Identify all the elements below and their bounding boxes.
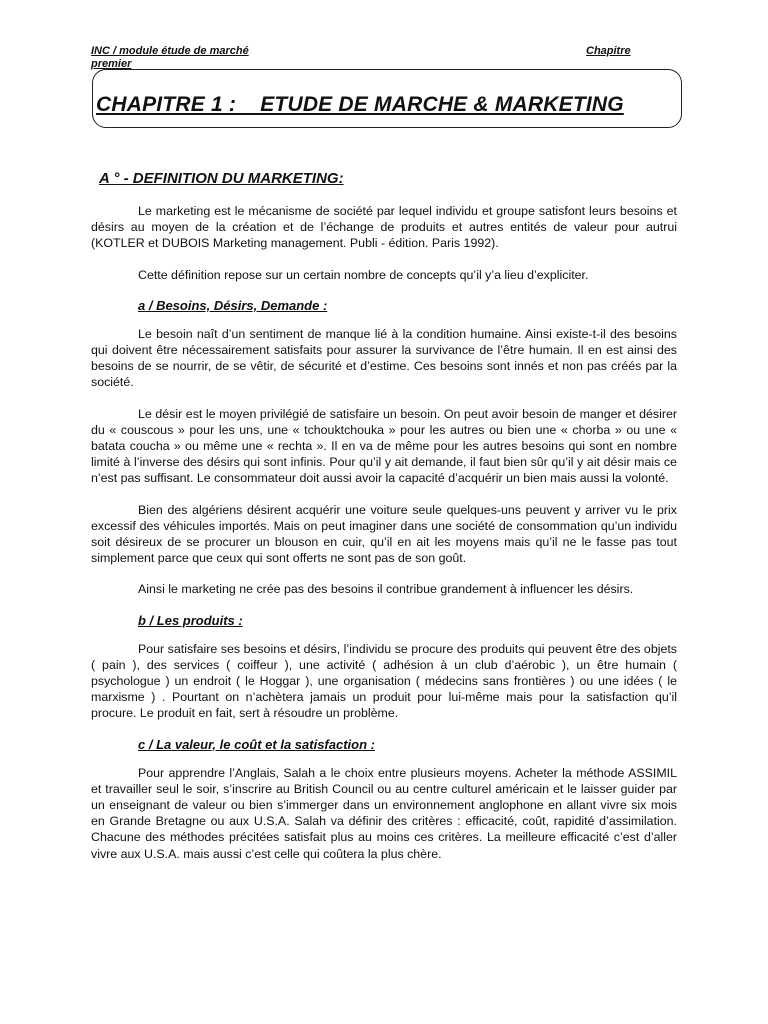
- chapter-title: CHAPITRE 1 : ETUDE DE MARCHE & MARKETING: [96, 93, 624, 116]
- header-course-label-continued: premier: [91, 58, 132, 70]
- running-header-right: Chapitre: [586, 45, 631, 57]
- section-heading-definition: A ° - DEFINITION DU MARKETING:: [99, 170, 344, 187]
- paragraph-algeriens: Bien des algériens désirent acquérir une voiture seule quelques-uns peuvent y arriver vu le prix excessif des véhicules importés. Mais on peut imaginer dans une société de consommation qu’un individu soit désireux de se procurer un blouson en cuir, qu’il en ait les moyens mais qu’il ne le fasse pas tout simplement parce que ceux qui sont offerts ne sont pas de son goût.: [91, 502, 677, 566]
- paragraph-concepts-intro: Cette définition repose sur un certain nombre de concepts qu’il y’a lieu d’expliciter.: [138, 267, 589, 282]
- header-course-label: INC / module étude de marché: [91, 45, 249, 57]
- running-header-left: [91, 45, 249, 71]
- subsection-heading-besoins: a / Besoins, Désirs, Demande :: [138, 297, 328, 313]
- paragraph-definition: Le marketing est le mécanisme de société par lequel individu et groupe satisfont leurs besoins et désirs au moyen de la création et de l’échange de produits et autres entités de valeur pour autrui (KOTLER et DUBOIS Marketing management. Publi - édition. Paris 1992).: [91, 204, 677, 251]
- subsection-heading-produits: b / Les produits :: [138, 612, 243, 628]
- paragraph-desir: Le désir est le moyen privilégié de satisfaire un besoin. On peut avoir besoin de manger et désirer du « couscous » pour les uns, une « tchouktchouka » pour les autres ou bien une « chorba » ou une « batata coucha » ou même une « rechta ». Il en va de même pour les autres besoins qui sont en nombre limité à l’inverse des désirs qui sont infinis. Pour qu’il y ait demande, il faut bien sûr qu’il y ait désir mais ce n’est pas suffisant. Le consommateur doit aussi avoir la capacité d’acquérir un bien mais aussi la volonté.: [91, 406, 677, 486]
- paragraph-besoin: Le besoin naît d’un sentiment de manque lié à la condition humaine. Ainsi existe-t-il des besoins qui doivent être nécessairement satisfaits pour assurer la survivance de l’être humain. Il en est ainsi des besoins de se nourrir, de se vêtir, de sécurité et d’estime. Ces besoins sont innés et non pas créés par la société.: [91, 326, 677, 390]
- paragraph-valeur: Pour apprendre l’Anglais, Salah a le choix entre plusieurs moyens. Acheter la méthode ASSIMIL et travailler seul le soir, s’inscrire au British Council ou au centre culturel américain et le laisser guider par un enseignant de valeur ou bien s’immerger dans un environnement anglophone en allant vivre six mois en Grande Bretagne ou aux U.S.A. Salah va définir des critères : efficacité, coût, rapidité d’assimilation. Chacune des méthodes précitées satisfait plus au moins ces critères. La meilleure efficacité c’est d’aller vivre aux U.S.A. mais aussi c’est celle qui coûtera la plus chère.: [91, 765, 677, 861]
- paragraph-produits: Pour satisfaire ses besoins et désirs, l’individu se procure des produits qui peuvent être des objets ( pain ), des services ( coiffeur ), une activité ( adhésion à un club d’aérobic ), un être humain ( psychologue ) un endroit ( le Hoggar ), une organisation ( médecins sans frontières ) ou une idées ( le marxisme ) . Pourtant on n’achètera jamais un produit pour lui-même mais pour la satisfaction qu’il procure. Le produit en fait, sert à résoudre un problème.: [91, 641, 677, 721]
- document-body: [91, 170, 677, 877]
- subsection-heading-valeur: c / La valeur, le coût et la satisfaction :: [138, 736, 375, 752]
- paragraph-marketing-influence: Ainsi le marketing ne crée pas des besoins il contribue grandement à influencer les désirs.: [138, 582, 634, 597]
